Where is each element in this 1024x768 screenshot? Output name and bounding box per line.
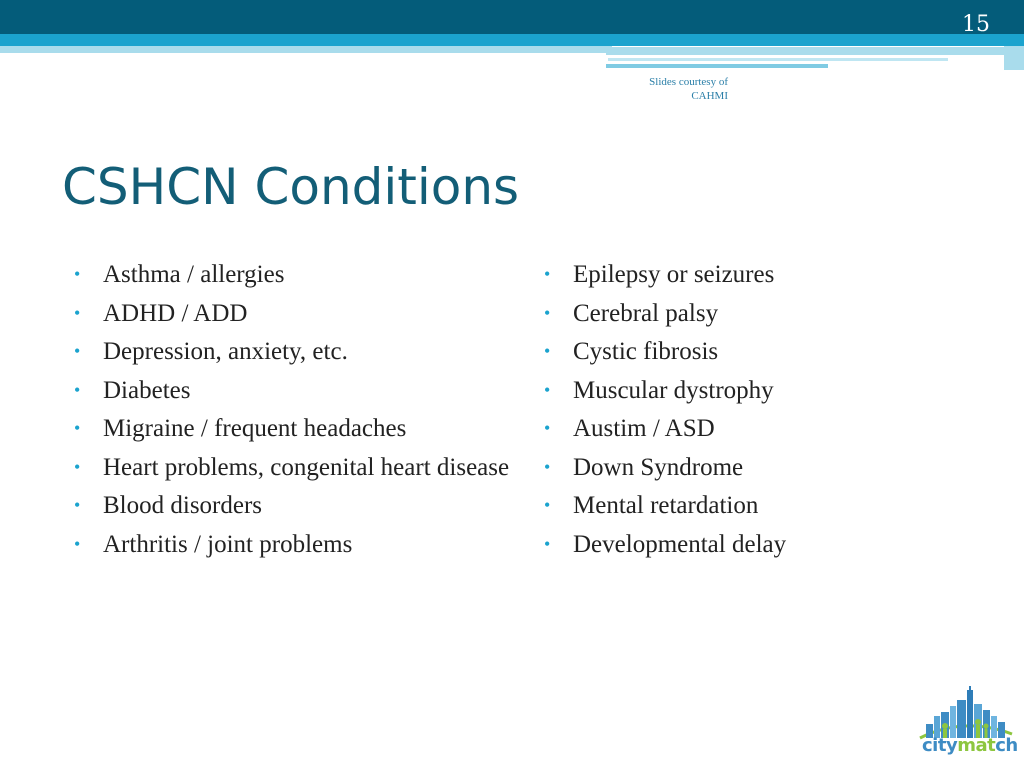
bullet-icon: • (74, 456, 81, 477)
bullet-icon: • (544, 302, 551, 323)
list-item-text: Epilepsy or seizures (573, 261, 775, 288)
list-item (544, 374, 984, 407)
list-item-text: Mental retardation (573, 492, 759, 519)
list-item-text: Down Syndrome (573, 453, 744, 481)
list-item (544, 412, 984, 445)
slide-number: 15 (962, 12, 990, 37)
list-item (74, 412, 514, 445)
list-item-text: Cerebral palsy (573, 299, 719, 327)
list-item (74, 451, 514, 484)
list-item-text: Diabetes (103, 376, 191, 404)
credit-line: CAHMI (691, 90, 728, 102)
bullet-icon: • (544, 341, 551, 361)
list-item (544, 451, 984, 484)
bullet-icon: • (544, 418, 551, 438)
bullet-icon: • (74, 302, 81, 323)
logo-text-part: mat (957, 735, 996, 756)
bullet-icon: • (74, 264, 81, 284)
list-item (544, 258, 984, 291)
bullet-icon: • (74, 379, 81, 400)
list-item-text: Migraine / frequent headaches (103, 415, 407, 442)
bullet-icon: • (74, 495, 81, 515)
header-band-mid (0, 34, 1024, 46)
header-strip (606, 47, 1006, 55)
list-item-text: Blood disorders (103, 492, 263, 519)
bullet-icon: • (544, 264, 551, 284)
list-item (74, 335, 514, 368)
credit-line: Slides courtesy of (649, 76, 728, 88)
citymatch-logo-text (922, 736, 1018, 756)
list-item (544, 297, 984, 330)
list-item-text: Asthma / allergies (103, 261, 285, 288)
list-item (74, 489, 514, 522)
right-bullet-list (544, 258, 984, 566)
logo-text-part: ch (995, 735, 1018, 756)
list-item (544, 528, 984, 561)
header-band-light (0, 46, 612, 53)
bullet-icon: • (74, 533, 81, 554)
bullet-icon: • (74, 341, 81, 361)
logo-text-part: city (922, 735, 958, 756)
list-item-text: Developmental delay (573, 530, 787, 558)
list-item-text: Austim / ASD (573, 415, 715, 442)
list-item-text: Cystic fibrosis (573, 338, 719, 365)
list-item (74, 258, 514, 291)
list-item-text: Arthritis / joint problems (103, 530, 353, 558)
list-item-text: Depression, anxiety, etc. (103, 338, 348, 365)
left-bullet-list (74, 258, 514, 566)
header-strip (1004, 46, 1024, 70)
list-item-text: Muscular dystrophy (573, 376, 774, 404)
slide-title: CSHCN Conditions (62, 158, 520, 216)
bullet-icon: • (544, 495, 551, 515)
list-item (544, 489, 984, 522)
header-strip (608, 58, 948, 61)
list-item-text: ADHD / ADD (103, 299, 248, 327)
header-strip (606, 64, 828, 68)
credit-note (600, 75, 728, 103)
bullet-icon: • (74, 418, 81, 438)
list-item (74, 297, 514, 330)
bullet-icon: • (544, 533, 551, 554)
bullet-icon: • (544, 456, 551, 477)
list-item-text: Heart problems, congenital heart disease (103, 453, 510, 481)
header-band-dark (0, 0, 1024, 34)
list-item (74, 374, 514, 407)
list-item (544, 335, 984, 368)
bullet-icon: • (544, 379, 551, 400)
list-item (74, 528, 514, 561)
